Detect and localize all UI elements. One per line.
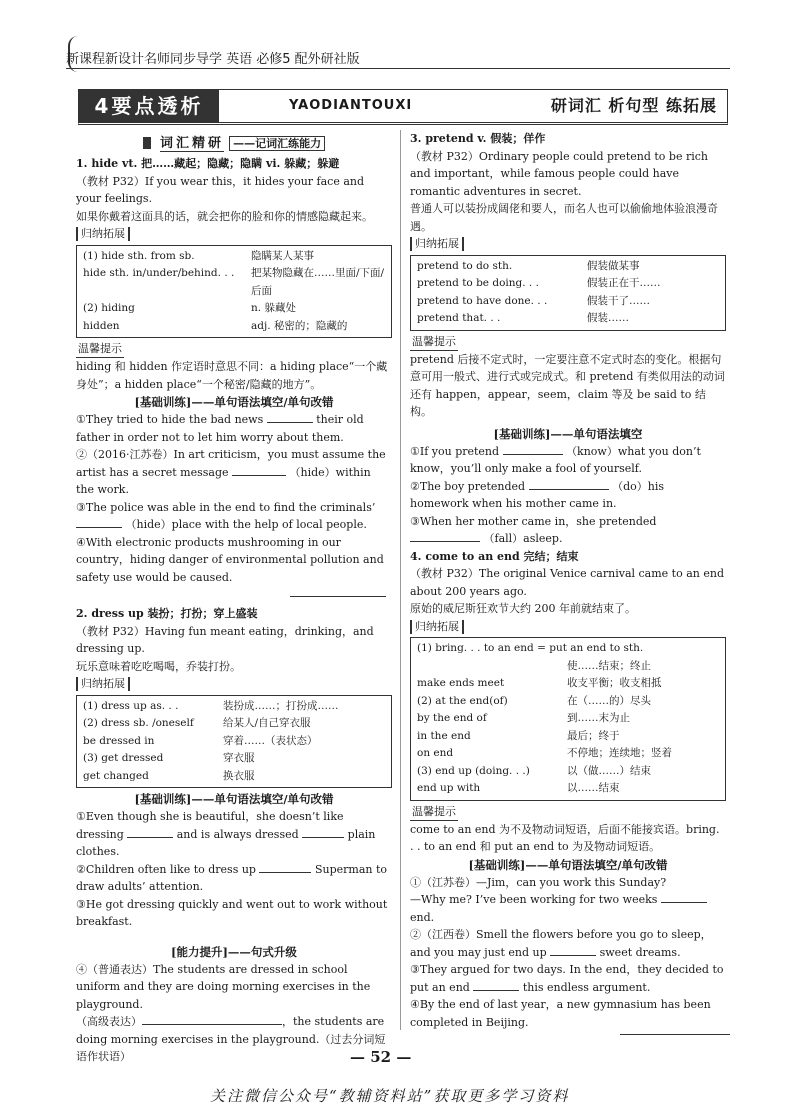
e1-row3-en: (2) hiding xyxy=(83,302,135,314)
e1-row2-en: hide sth. in/under/behind. . . xyxy=(83,267,235,279)
e3-row4-en: pretend that. . . xyxy=(417,312,501,324)
e3-row1-cn: 假装做某事 xyxy=(587,259,640,272)
e3-row1-en: pretend to do sth. xyxy=(417,259,513,272)
entry-3-hint: pretend 后接不定式时，一定要注意不定式时态的变化。根据句意可用一般式、进行式或完成式。和 pretend 有类似用法的动词还有 happen，appear，seem，claim 等及 be said to 结构。 xyxy=(410,352,725,418)
e1-row1-en: (1) hide sth. from sb. xyxy=(83,249,195,262)
entry-1-hint: hiding 和 hidden 作定语时意思不同：a hiding place“一个藏身处”；a hidden place“一个秘密/隐藏的地方”。 xyxy=(76,360,388,391)
entry-2-example-en: （教材 P32）Having fun meant eating，drinking，and dressing up. xyxy=(76,624,374,655)
e4-row9-cn: 以……结束 xyxy=(567,782,620,794)
answer-blank[interactable] xyxy=(232,464,286,476)
entry-2-expand-table xyxy=(76,695,392,789)
e2-row4-cn: 穿衣服 xyxy=(223,752,255,764)
entry-4-expand-table xyxy=(410,637,726,801)
e3-row4-cn: 假装…… xyxy=(587,312,629,324)
entry-1-q3: ③The police was able in the end to find the criminals’ （hide）place with the help of local people. xyxy=(76,500,376,531)
entry-2-q1: ①Even though she is beautiful，she doesn’t like dressing and is always dressed plain clothes. xyxy=(76,810,376,858)
answer-blank[interactable] xyxy=(410,530,480,542)
e4-row5-en: by the end of xyxy=(417,712,487,724)
page-number: — 52 — xyxy=(350,1048,412,1066)
entry-1-expand-tag: 归纳拓展 xyxy=(76,227,130,241)
e4-row7-en: on end xyxy=(417,747,454,759)
e2-row1-en: (1) dress up as. . . xyxy=(83,699,179,712)
entry-4-example-en: （教材 P32）The original Venice carnival came to an end about 200 years ago. xyxy=(410,567,724,598)
e2-row1-cn: 装扮成……；打扮成…… xyxy=(223,699,339,712)
right-column xyxy=(410,130,726,1031)
e2-row2-en: (2) dress sb. /oneself xyxy=(83,717,194,729)
entry-3-head: 3. pretend v. 假装；佯作 xyxy=(410,132,546,145)
e4-row3-en: make ends meet xyxy=(417,677,505,689)
entry-4-hint: come to an end 为不及物动词短语，后面不能接宾语。bring. . . to an end 和 put an end to 为及物动词短语。 xyxy=(410,822,720,853)
vocab-title-sub: ——记词汇练能力 xyxy=(229,136,325,151)
entry-2-head: 2. dress up 装扮；打扮；穿上盛装 xyxy=(76,607,258,620)
e2-row3-cn: 穿着……（表状态） xyxy=(223,734,318,747)
answer-blank[interactable] xyxy=(661,891,707,903)
entry-4-q1b: —Why me? I’ve been working for two weeks end. xyxy=(410,891,726,926)
answer-line[interactable] xyxy=(620,1034,730,1035)
answer-blank[interactable] xyxy=(142,1013,282,1025)
e3-row3-cn: 假装干了…… xyxy=(587,294,650,307)
e4-row2-en xyxy=(417,658,567,676)
entry-3-expand-table xyxy=(410,255,726,331)
entry-2-drill-title: [基础训练]——单句语法填空/单句改错 xyxy=(134,792,334,806)
e1-row1-cn: 隐瞒某人某事 xyxy=(251,249,314,262)
e2-row2-cn: 给某人/自己穿衣服 xyxy=(223,717,311,729)
entry-4-hint-tag: 温馨提示 xyxy=(410,804,458,821)
answer-blank[interactable] xyxy=(550,944,596,956)
vocab-section-title xyxy=(76,132,392,151)
e4-row8-cn: 以（做……）结束 xyxy=(567,764,651,777)
entry-1-head: 1. hide vt. 把……藏起；隐藏；隐瞒 vi. 躲藏；躲避 xyxy=(76,157,340,170)
e1-row4-cn: adj. 秘密的；隐藏的 xyxy=(251,319,348,332)
entry-2-ability-title: [能力提升]——句式升级 xyxy=(171,944,297,959)
answer-blank[interactable] xyxy=(127,826,173,838)
answer-blank[interactable] xyxy=(259,861,311,873)
entry-2-q2: ②Children often like to dress up Superman to draw adults’ attention. xyxy=(76,862,388,893)
entry-3-example-en: （教材 P32）Ordinary people could pretend to be rich and important，while famous people could have romantic adventures in secret. xyxy=(410,149,708,198)
entry-4-q3: ③They argued for two days. In the end，they decided to put an end this endless argument. xyxy=(410,963,724,994)
e1-row4-en: hidden xyxy=(83,319,120,332)
left-column xyxy=(76,132,392,1066)
e4-row2-cn: 使……结束；终止 xyxy=(567,659,651,672)
e4-row4-en: (2) at the end(of) xyxy=(417,694,508,707)
entry-4-expand-tag: 归纳拓展 xyxy=(410,620,464,634)
entry-2-example-cn: 玩乐意味着吃吃喝喝，乔装打扮。 xyxy=(76,659,241,673)
header-rule xyxy=(66,68,730,69)
answer-blank[interactable] xyxy=(302,826,344,838)
e3-row2-en: pretend to be doing. . . xyxy=(417,277,539,289)
answer-blank[interactable] xyxy=(76,516,122,528)
entry-4-q4: ④By the end of last year，a new gymnasium has been completed in Beijing. xyxy=(410,998,711,1029)
entry-4-q2: ②（江西卷）Smell the flowers before you go to sleep，and you may just end up sweet dreams. xyxy=(410,928,712,959)
entry-4-q1a: ①（江苏卷）—Jim，can you work this Sunday? xyxy=(410,875,667,889)
entry-1-hint-tag: 温馨提示 xyxy=(76,341,124,358)
banner-subtitle: 研词汇 析句型 练拓展 xyxy=(550,96,717,115)
bottom-promo-note: 关注微信公众号“教辅资料站”获取更多学习资料 xyxy=(210,1087,570,1105)
e4-row1-en: (1) bring. . . to an end = put an end to sth. xyxy=(417,642,644,654)
e3-row3-en: pretend to have done. . . xyxy=(417,294,548,307)
e4-row6-en: in the end xyxy=(417,729,471,742)
e2-row5-en: get changed xyxy=(83,769,149,782)
entry-1-example-cn: 如果你戴着这面具的话，就会把你的脸和你的情感隐藏起来。 xyxy=(76,209,373,223)
entry-3-example-cn: 普通人可以装扮成阔佬和要人，而名人也可以偷偷地体验浪漫奇遇。 xyxy=(410,202,718,233)
entry-2-q4-upgrade: （高级表达） ，the students are doing morning exercises in the playground.（过去分词短语作状语） xyxy=(76,1015,386,1063)
e4-row7-cn: 不停地；连续地；竖着 xyxy=(567,747,672,759)
answer-blank[interactable] xyxy=(503,443,563,455)
entry-4-example-cn: 原始的威尼斯狂欢节大约 200 年前就结束了。 xyxy=(410,602,636,615)
e4-row9-en: end up with xyxy=(417,782,481,794)
entry-3-drill-title: [基础训练]——单句语法填空 xyxy=(493,426,643,441)
entry-1-example-en: （教材 P32）If you wear this，it hides your face and your feelings. xyxy=(76,174,365,205)
banner-section-number: 4要点透析 xyxy=(79,90,219,122)
entry-1-q1: ①They tried to hide the bad news their old father in order not to let him worry about them. xyxy=(76,413,364,444)
entry-2-expand-tag: 归纳拓展 xyxy=(76,677,130,691)
column-divider xyxy=(400,130,401,1030)
e2-row4-en: (3) get dressed xyxy=(83,752,164,764)
e2-row3-en: be dressed in xyxy=(83,734,155,747)
e4-row4-cn: 在（……的）尽头 xyxy=(567,694,651,707)
e4-row8-en: (3) end up (doing. . .) xyxy=(417,764,530,777)
banner-pinyin: YAODIANTOUXI xyxy=(289,98,413,113)
section-marker-icon xyxy=(143,137,151,149)
e1-row2-cn: 把某物隐藏在……里面/下面/后面 xyxy=(251,267,385,297)
entry-1-drill-title: [基础训练]——单句语法填空/单句改错 xyxy=(134,395,334,409)
entry-1-q4: ④With electronic products mushrooming in our country，hiding danger of environmental pollution and safety use would be caused. xyxy=(76,535,384,584)
e3-row2-cn: 假装正在干…… xyxy=(587,277,661,289)
e1-row3-cn: n. 躲藏处 xyxy=(251,302,296,314)
entry-3-expand-tag: 归纳拓展 xyxy=(410,237,464,251)
e4-row6-cn: 最后；终于 xyxy=(567,729,620,742)
e2-row5-cn: 换衣服 xyxy=(223,769,255,782)
vocab-title-main: 词汇精研 xyxy=(159,136,224,151)
e4-row3-cn: 收支平衡；收支相抵 xyxy=(567,677,662,689)
answer-line[interactable] xyxy=(290,596,386,597)
answer-blank[interactable] xyxy=(267,411,313,423)
entry-3-q2: ②The boy pretended （do）his homework when his mother came in. xyxy=(410,479,665,510)
page-header-title: 新课程新设计名师同步导学 英语 必修5 配外研社版 xyxy=(66,52,360,67)
entry-4-drill-title: [基础训练]——单句语法填空/单句改错 xyxy=(468,857,668,872)
entry-4-head: 4. come to an end 完结；结束 xyxy=(410,549,579,563)
entry-1-expand-table xyxy=(76,245,392,339)
entry-1-q2: ②（2016·江苏卷）In art criticism，you must assume the artist has a secret message （hide）within the work. xyxy=(76,448,386,496)
entry-3-q1: ①If you pretend （know）what you don’t know，you’ll only make a fool of yourself. xyxy=(410,444,701,475)
entry-3-q3: ③When her mother came in，she pretended （fall）asleep. xyxy=(410,514,657,545)
answer-blank[interactable] xyxy=(473,979,519,991)
entry-3-hint-tag: 温馨提示 xyxy=(410,334,458,351)
e4-row5-cn: 到……末为止 xyxy=(567,712,630,724)
section-banner xyxy=(78,89,728,125)
answer-blank[interactable] xyxy=(529,478,609,490)
entry-2-q4: ④（普通表达）The students are dressed in school uniform and they are doing morning exercises in the playground. xyxy=(76,962,371,1011)
entry-2-q3: ③He got dressing quickly and went out to work without breakfast. xyxy=(76,897,388,928)
